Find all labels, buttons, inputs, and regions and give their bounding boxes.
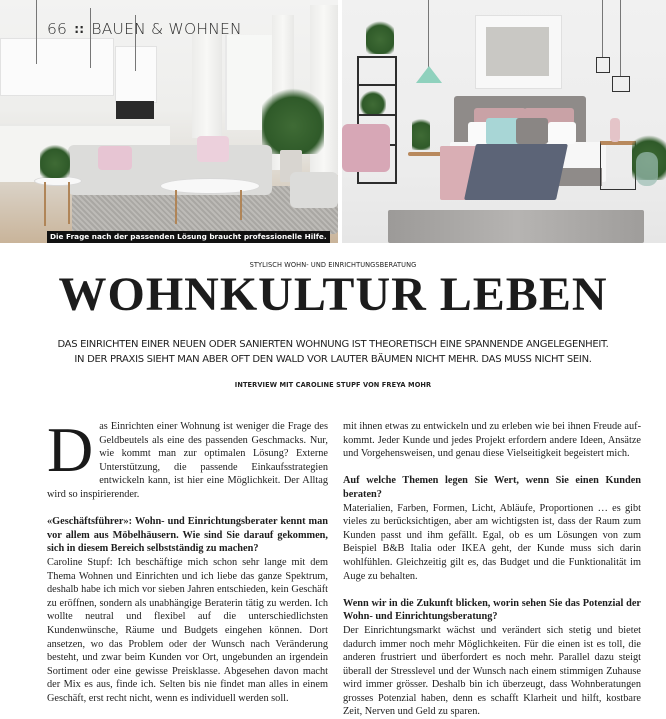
vase-plant (412, 114, 430, 150)
section-header (47, 20, 242, 38)
answer-2: Materialien, Farben, Formen, Licht, Abläufe, Proportionen … es gibt vieles zu berücksichtigen, aber am wichtigsten ist, dass der Raum zum Kunden passt und ihm gefällt. Egal, ob es um Lösungen von zum Beispiel B&B Italia oder IKEA geht, der Kunde muss sich darin wohlfühlen. Gleichzeitig gilt es, das Budget und die Funktionalität im Auge zu behalten. (343, 502, 641, 582)
small-plant (40, 142, 70, 178)
mint-pendant-lamp (416, 66, 442, 83)
curtain (192, 30, 222, 138)
article-byline: INTERVIEW MIT CAROLINE STUPF VON FREYA MOHR (234, 381, 432, 389)
answer-1: Caroline Stupf: Ich beschäftige mich schon sehr lange mit dem Thema Wohnen und Einrichten und ich liebe das ganze Spektrum, deshalb habe ich mich vor sieben Jahren entschieden, kein Geschäft zu eröffnen, sondern als unabhängige Beraterin tätig zu werden. Ich wollte neutral und flexibel auf die unterschiedlichsten Kundenwünsche, Räume und Budgets eingehen können. Dort ansetzen, wo das Problem oder der Wunsch nach Veränderung besteht, und zwar beim Kunden vor Ort, ungebunden an irgendein Sortiment oder eine gewisse Preisklasse. Abgesehen davon macht der Mix es aus, finde ich. Selten bis nie findet man alles in einem Geschäft, erst recht nicht, wenn es individuell werden soll. (47, 556, 328, 704)
pink-cushion (98, 146, 132, 170)
paragraph-gap (343, 583, 641, 597)
ottoman (290, 172, 338, 208)
table-leg (175, 190, 177, 224)
pink-cushion (197, 136, 229, 162)
pendant-lamp (36, 0, 37, 64)
kitchen-cabinets (0, 38, 114, 96)
paragraph-gap (47, 502, 328, 516)
living-room-photo (0, 0, 338, 243)
grey-rug (388, 210, 644, 243)
pendant-lamp-cord (620, 0, 621, 76)
drop-cap: D (47, 414, 94, 485)
paragraph-gap (343, 461, 641, 475)
shelf-plant (360, 90, 386, 114)
article-title: WOHNKULTUR LEBEN (58, 268, 608, 321)
article-kicker: STYLISCH WOHN- UND EINRICHTUNGSBERATUNG (249, 261, 417, 269)
answer-3: Der Einrichtungsmarkt wächst und verändert sich stetig und bietet dadurch immer noch mehr Möglichkeiten. Für die einen ist es toll, die anderen frustriert und überfordert es noch mehr. Parallel dazu steigt überall der Stresslevel und der Wunsch nach einem stimmigen Zuhause wird immer grösser. Deshalb bin ich überzeugt, dass Wohnberatungen grosses Potenzial haben, denn es schafft Klarheit und hilft, kostbare Zeit, Nerven und Geld zu sparen. (343, 624, 641, 718)
lede-line-2: IN DER PRAXIS SIEHT MAN ABER OFT DEN WALD VOR LAUTER BÄUMEN NICHT MEHR. DAS MUSS NICHT SEIN. (74, 354, 592, 365)
potted-plant (262, 84, 324, 154)
pendant-lamp-cord (428, 0, 429, 68)
shelf-board (357, 84, 397, 86)
question-2: Auf welche Themen legen Sie Wert, wenn Sie einen Kunden beraten? (343, 475, 641, 500)
pendant-lamp (90, 8, 91, 68)
wall-art (475, 15, 562, 89)
fur-pillow (516, 118, 548, 144)
table-leg (240, 190, 242, 220)
intro-paragraph (47, 414, 328, 502)
page-number: 66 (47, 20, 68, 38)
lede-line-1: DAS EINRICHTEN EINER NEUEN ODER SANIERTEN WOHNUNG IST THEORETISCH EINE SPANNENDE ANGELEGENHEIT. (57, 339, 609, 350)
body-column-right (343, 420, 641, 719)
shelf-board (357, 114, 397, 116)
header-separator: :: (74, 22, 85, 36)
answer-1-continued: mit ihnen etwas zu entwickeln und zu erleben wie bei ihnen Freude aufkommt. Jeder Kunde und jedes Projekt erfordern andere Ideen, Ansätze und Vorgehensweisen, und genau diese Vielseitigkeit begeistert mich. (343, 421, 641, 460)
table-leg (44, 182, 46, 226)
teal-pillow (486, 118, 520, 145)
bedroom-photo (342, 0, 666, 243)
shelf-plant (366, 18, 394, 54)
nightstand (600, 141, 636, 190)
table-leg (68, 182, 70, 224)
kitchen-cabinet-tall (115, 46, 157, 103)
question-3: Wenn wir in die Zukunft blicken, worin sehen Sie das Potenzial der Wohn- und Einrichtungsberatung? (343, 597, 641, 623)
oven (116, 101, 154, 119)
question-1: «Geschäftsführer»: Wohn- und Einrichtungsberater kennt man vor allem aus Möbelhäusern. Wie sind Sie darauf gekommen, sich in diesem Bereich selbstständig zu machen? (47, 516, 328, 555)
article-lede (0, 337, 666, 367)
blue-throw (464, 144, 568, 200)
pendant-lamp-cord (602, 0, 603, 58)
section-title: BAUEN & WOHNEN (91, 20, 242, 38)
photo-caption: Die Frage nach der passenden Lösung braucht professionelle Hilfe. (47, 231, 330, 243)
flower-vase (610, 118, 620, 142)
wall-art-canvas (486, 27, 549, 76)
cage-pendant-lamp (596, 57, 610, 73)
intro-text: as Einrichten einer Wohnung ist weniger die Frage des Geldbeutels als eine des passenden Geschmacks. Nur, wie kommt man zur optimalen Lösung? Externe Unterstützung, die passende Einkaufsstrategien entwickeln kann, ist hier eine Möglichkeit. Der Alltag wird so inspirierender. (47, 421, 328, 500)
glass-vase (636, 152, 658, 186)
cage-pendant-lamp (612, 76, 630, 92)
body-column-left (47, 414, 328, 705)
pillow (548, 122, 576, 144)
pink-armchair (342, 124, 390, 172)
